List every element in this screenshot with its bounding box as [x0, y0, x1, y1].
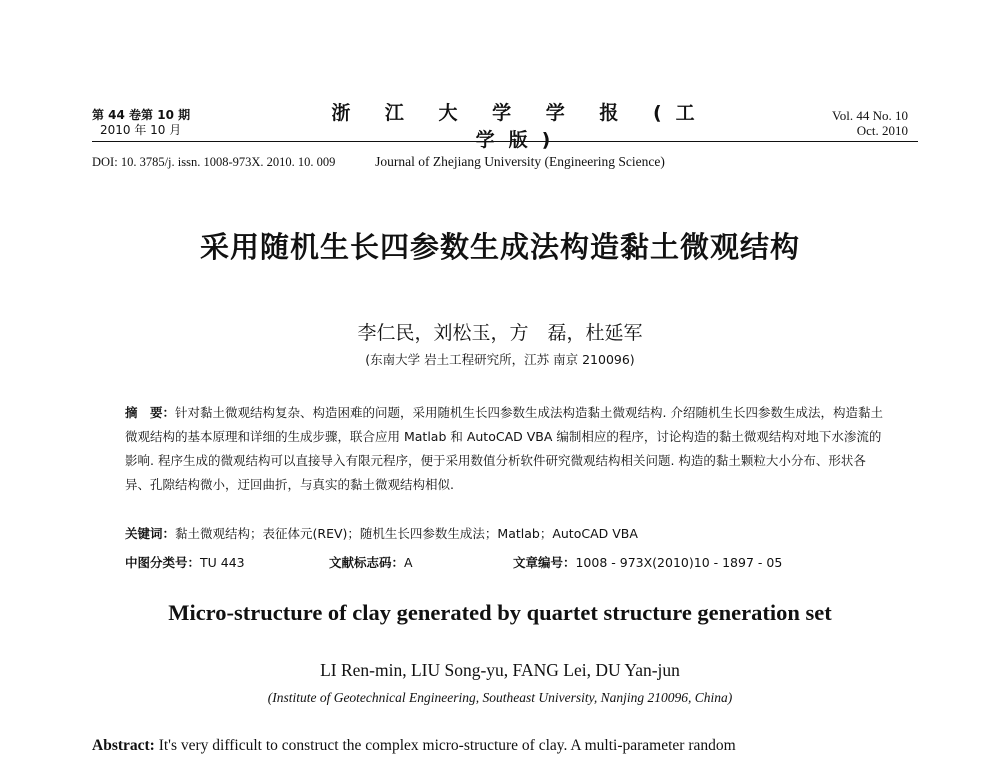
abstract-en-label: Abstract:	[92, 737, 155, 754]
article-number-item	[513, 553, 782, 571]
classification-line	[125, 553, 885, 571]
affiliation-cn: (东南大学 岩土工程研究所，江苏 南京 210096)	[365, 352, 635, 367]
header-volume-block	[92, 108, 190, 138]
affiliation-en: (Institute of Geotechnical Engineering, Southeast University, Nanjing 210096, China)	[267, 690, 733, 705]
journal-title-en: Journal of Zhejiang University (Engineering Science)	[375, 154, 665, 169]
doc-code-value: A	[404, 555, 413, 570]
abstract-cn	[125, 401, 885, 497]
header-date-en: Oct. 2010	[856, 123, 908, 138]
clc-label: 中图分类号：	[125, 555, 201, 570]
header-volume-cn: 第 44 卷第 10 期	[92, 108, 191, 122]
doc-code-label: 文献标志码：	[328, 555, 404, 570]
article-number-label: 文章编号：	[512, 555, 576, 570]
doc-code-item	[329, 553, 509, 571]
abstract-en	[92, 737, 922, 755]
abstract-en-text: It's very difficult to construct the complex micro-structure of clay. A multi-parameter random	[158, 737, 736, 754]
abstract-cn-text: 针对黏土微观结构复杂、构造困难的问题，采用随机生长四参数生成法构造黏土微观结构. 介绍随机生长四参数生成法，构造黏土微观结构的基本原理和详细的生成步骤，联合应用 Matlab 和 AutoCAD VBA 编制相应的程序，讨论构造的黏土微观结构对地下水渗流的影响. 程序生成的微观结构可以直接导入有限元程序，便于采用数值分析软件研究微观结构相关问题. 构造的黏土颗粒大小分布、形状各异、孔隙结构微小，迂回曲折，与真实的黏土微观结构相似.	[125, 405, 883, 492]
authors-cn: 李仁民，刘松玉，方 磊，杜延军	[357, 322, 643, 344]
header-volume-en: Vol. 44 No. 10	[832, 108, 908, 123]
clc-value: TU 443	[200, 555, 245, 570]
keywords-label: 关键词：	[125, 526, 176, 541]
header-volume-en-block	[832, 108, 908, 138]
paper-title-en: Micro-structure of clay generated by quartet structure generation set	[168, 600, 832, 625]
authors-en: LI Ren-min, LIU Song-yu, FANG Lei, DU Yan-jun	[320, 660, 680, 680]
keywords-text: 黏土微观结构；表征体元(REV)；随机生长四参数生成法；Matlab；AutoCAD VBA	[175, 526, 638, 541]
paper-title-cn: 采用随机生长四参数生成法构造黏土微观结构	[199, 230, 800, 264]
clc-item	[125, 553, 325, 571]
header-date-cn: 2010 年 10 月	[100, 123, 182, 137]
header-journal-block	[330, 98, 710, 170]
journal-title-cn: 浙 江 大 学 学 报 (工学版)	[331, 102, 709, 151]
keywords-cn	[125, 524, 638, 542]
doi-line: DOI: 10. 3785/j. issn. 1008-973X. 2010. 10. 009	[92, 155, 336, 169]
article-number-value: 1008 - 973X(2010)10 - 1897 - 05	[575, 555, 783, 570]
abstract-cn-label: 摘 要：	[125, 405, 176, 420]
header-rule	[92, 141, 918, 142]
